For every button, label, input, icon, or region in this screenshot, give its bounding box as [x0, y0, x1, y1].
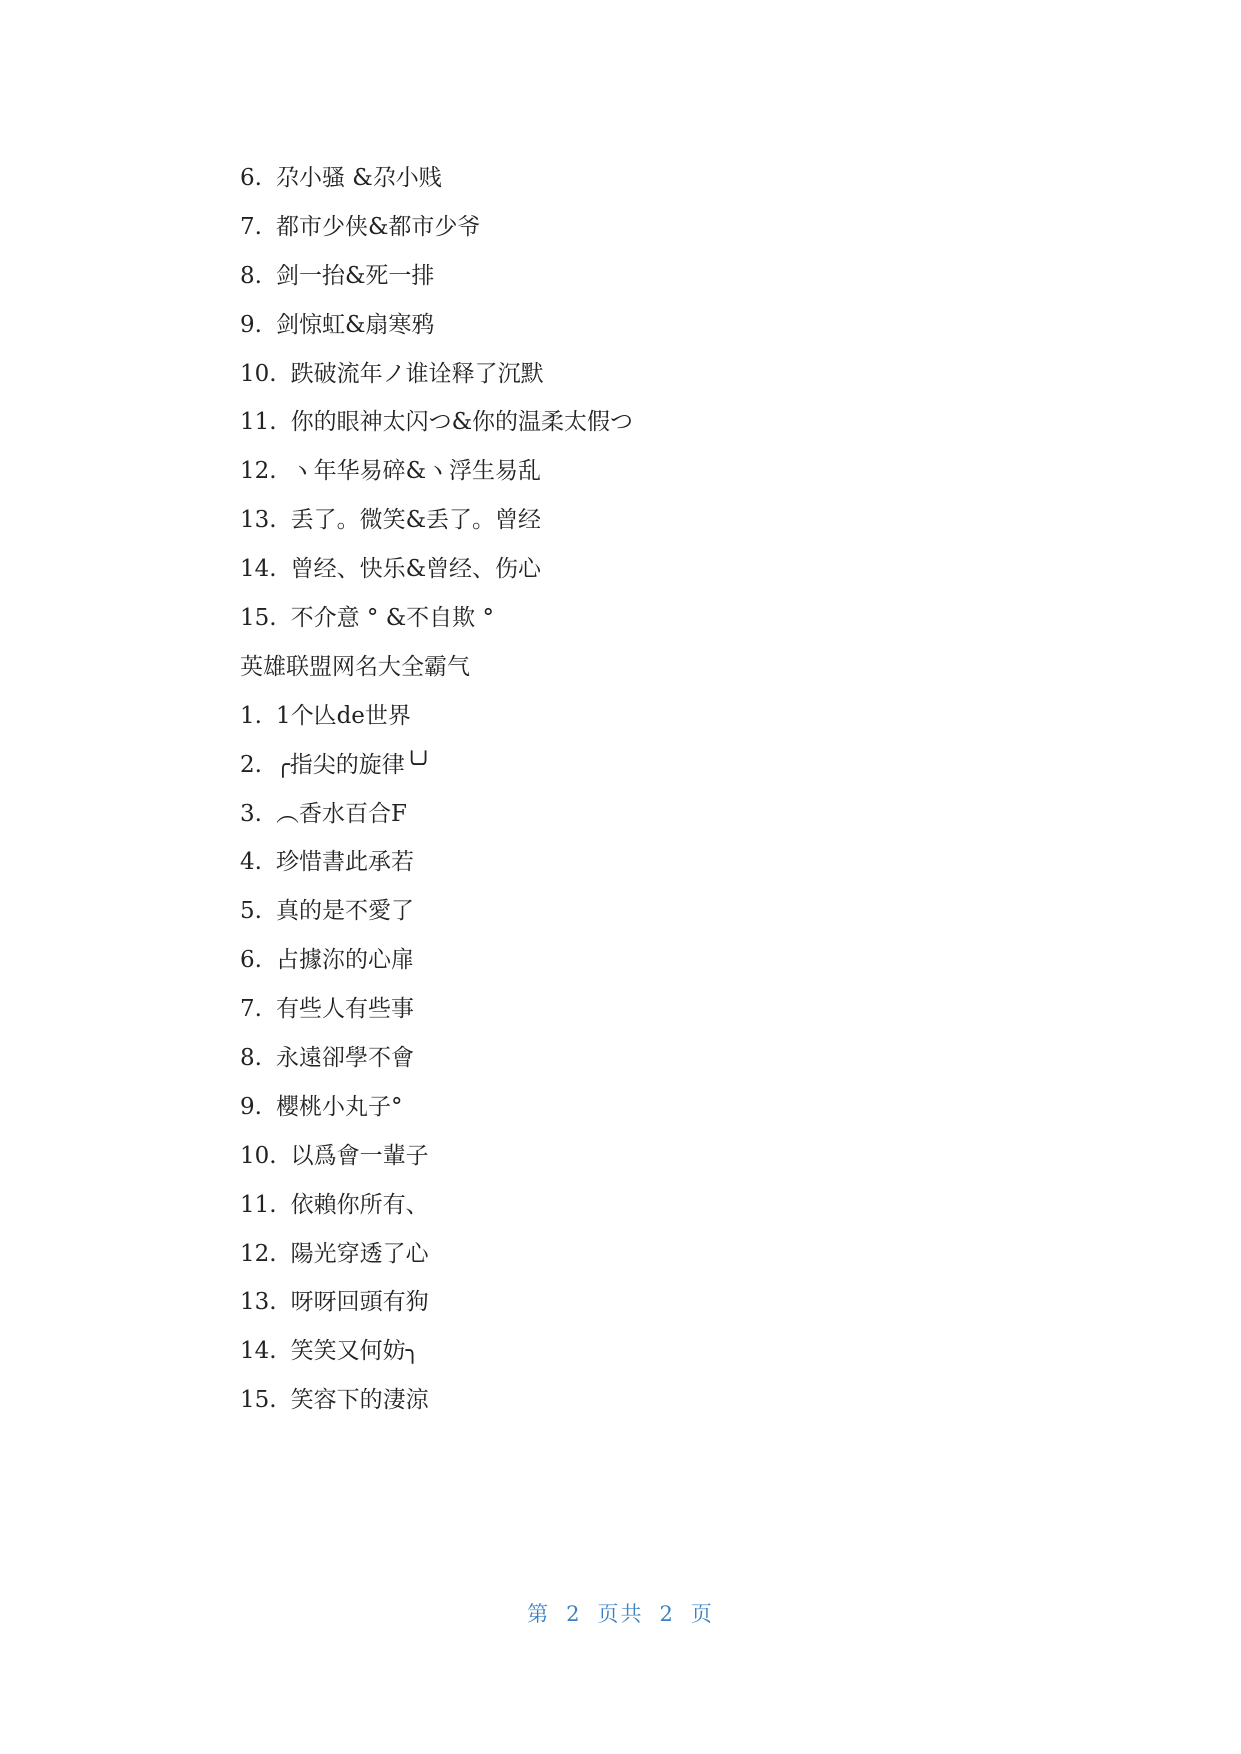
page-footer — [0, 1598, 1241, 1628]
list-item — [240, 203, 1000, 252]
list-item — [240, 887, 1000, 936]
list-item-number: 13. — [240, 507, 277, 534]
list-item — [240, 1083, 1000, 1132]
list-item-number: 9. — [240, 1093, 262, 1120]
list-item — [240, 398, 1000, 447]
list-item-number: 1. — [240, 702, 262, 729]
list-item-number: 10. — [240, 360, 277, 387]
list-item-text: 剑一抬&死一排 — [275, 262, 435, 289]
list-item-number: 11. — [240, 1191, 277, 1218]
list-item-text: 尕小骚 &尕小贱 — [275, 165, 442, 191]
list-item — [240, 790, 1000, 839]
list-item-number: 10. — [240, 1142, 277, 1169]
list-item-text: 櫻桃小丸子° — [275, 1093, 403, 1120]
list-item-text: 珍惜書此承若 — [275, 849, 414, 876]
list-item-text: 笑容下的淒涼 — [290, 1387, 429, 1414]
list-item — [240, 985, 1000, 1034]
list-item-text: 跌破流年ノ谁诠释了沉默 — [290, 360, 544, 387]
list-item-number: 3. — [240, 800, 262, 827]
list-item — [240, 545, 1000, 594]
list-item-text: 陽光穿透了心 — [290, 1240, 429, 1267]
list-item — [240, 838, 1000, 887]
list-item-text: 呀呀回頭有狗 — [290, 1289, 429, 1316]
list-item-text: 曾经、快乐&曾经、伤心 — [290, 556, 542, 583]
footer-middle: 页共 — [597, 1602, 644, 1626]
list-item-number: 9. — [240, 311, 262, 338]
list-item-number: 12. — [240, 458, 277, 485]
list-item-text: 不介意 ° &不自欺 ° — [290, 605, 494, 632]
list-item-text: 占據沵的心扉 — [275, 947, 414, 974]
list-item — [240, 1230, 1000, 1279]
list-item — [240, 741, 1000, 790]
list-item-text: 都市少侠&都市少爷 — [275, 213, 481, 240]
list-item-number: 12. — [240, 1240, 277, 1267]
list-item-text: 永遠卻學不會 — [275, 1045, 414, 1072]
list-item — [240, 594, 1000, 643]
section-heading: 英雄联盟网名大全霸气 — [240, 653, 470, 680]
list-item-number: 8. — [240, 262, 262, 289]
list-item-text: 1个亾de世界 — [275, 702, 411, 729]
list-item-text: 真的是不愛了 — [275, 898, 414, 925]
list-item-number: 2. — [240, 751, 262, 778]
footer-current-page: 2 — [566, 1602, 582, 1626]
list-item — [240, 1181, 1000, 1230]
list-item — [240, 1132, 1000, 1181]
list-item-text: 笑笑又何妨╮ — [290, 1338, 420, 1365]
list-item-number: 11. — [240, 409, 277, 436]
list-item — [240, 350, 1000, 399]
list-item-number: 5. — [240, 898, 262, 925]
list-item-number: 15. — [240, 605, 277, 632]
list-item-number: 4. — [240, 849, 262, 876]
list-item — [240, 1034, 1000, 1083]
list-item-text: 你的眼神太闪つ&你的温柔太假つ — [290, 409, 634, 436]
list-item — [240, 936, 1000, 985]
list-item-number: 8. — [240, 1045, 262, 1072]
list-item — [240, 154, 1000, 203]
list-item — [240, 692, 1000, 741]
list-item — [240, 496, 1000, 545]
list-item-text: 剑惊虹&扇寒鸦 — [275, 311, 435, 338]
list-item-text: 有些人有些事 — [275, 996, 414, 1023]
footer-suffix: 页 — [690, 1602, 714, 1626]
list-item-text: ╭指尖的旋律╰╯ — [275, 751, 433, 778]
list-item-text: 丢了。微笑&丢了。曾经 — [290, 507, 542, 534]
list-item — [240, 301, 1000, 350]
list-item-number: 6. — [240, 165, 262, 191]
list-item — [240, 1327, 1000, 1376]
list-item-text: ︵香水百合F — [275, 800, 407, 827]
document-body — [240, 154, 1000, 1425]
list-item-number: 6. — [240, 947, 262, 974]
footer-total-pages: 2 — [659, 1602, 675, 1626]
list-item — [240, 1376, 1000, 1425]
list-item-text: 以爲會一輩子 — [290, 1142, 429, 1169]
list-item-number: 15. — [240, 1387, 277, 1414]
list-item-number: 13. — [240, 1289, 277, 1316]
list-item-text: 依賴你所有、 — [290, 1191, 429, 1218]
list-item-number: 7. — [240, 996, 262, 1023]
list-item — [240, 447, 1000, 496]
list-item — [240, 1278, 1000, 1327]
list-item-number: 7. — [240, 213, 262, 240]
list-item — [240, 252, 1000, 301]
list-item-number: 14. — [240, 556, 277, 583]
list-item-number: 14. — [240, 1338, 277, 1365]
footer-prefix: 第 — [527, 1602, 551, 1626]
list-item-text: ヽ年华易碎&ヽ浮生易乱 — [290, 458, 542, 485]
